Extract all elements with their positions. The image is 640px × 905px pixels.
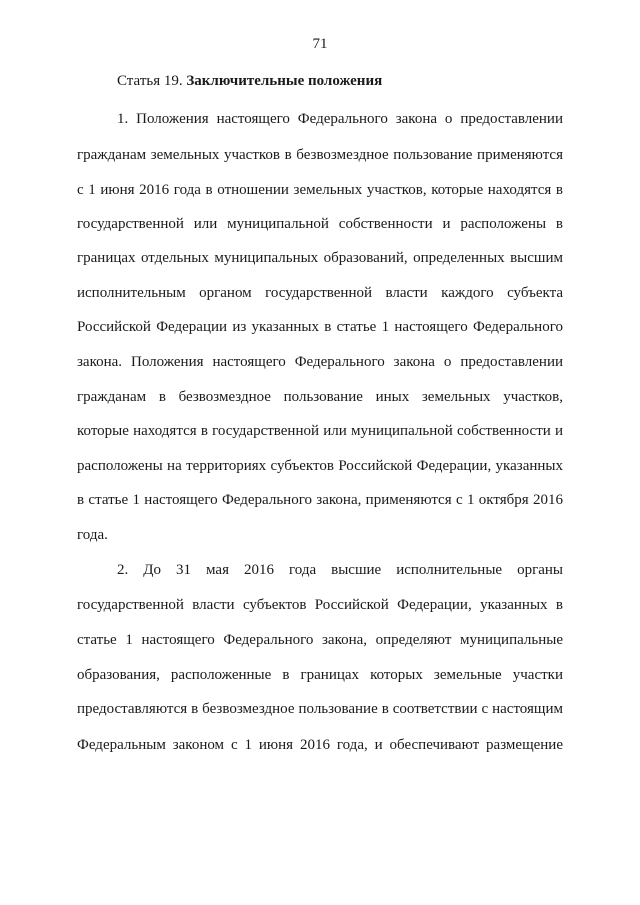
article-title: Заключительные положения bbox=[186, 73, 383, 89]
paragraph-1-line: гражданам в безвозмездное пользование иных земельных участков, bbox=[77, 389, 563, 405]
paragraph-2-line: статье 1 настоящего Федерального закона, определяют муниципальные bbox=[77, 632, 563, 648]
paragraph-2-line: Федеральным законом с 1 июня 2016 года, и обеспечивают размещение bbox=[77, 737, 563, 753]
paragraph-2-line: государственной власти субъектов Российской Федерации, указанных в bbox=[77, 597, 563, 613]
page-number: 71 bbox=[312, 36, 328, 52]
paragraph-1-line: в статье 1 настоящего Федерального закона, применяются с 1 октября 2016 bbox=[77, 492, 563, 508]
paragraph-1-line: 1. Положения настоящего Федерального закона о предоставлении bbox=[117, 111, 563, 127]
paragraph-1-line: года. bbox=[77, 527, 108, 543]
paragraph-1-line: которые находятся в государственной или муниципальной собственности и bbox=[77, 423, 563, 439]
paragraph-1-line: расположены на территориях субъектов Российской Федерации, указанных bbox=[77, 458, 563, 474]
article-heading bbox=[117, 73, 382, 90]
paragraph-1-line: границах отдельных муниципальных образований, определенных высшим bbox=[77, 250, 563, 266]
paragraph-2-line: предоставляются в безвозмездное пользование в соответствии с настоящим bbox=[77, 701, 563, 717]
paragraph-1-line: государственной или муниципальной собственности и расположены в bbox=[77, 216, 563, 232]
paragraph-1-line: с 1 июня 2016 года в отношении земельных участков, которые находятся в bbox=[77, 182, 563, 198]
paragraph-1-line: закона. Положения настоящего Федерального закона о предоставлении bbox=[77, 354, 563, 370]
paragraph-2-line: 2. До 31 мая 2016 года высшие исполнительные органы bbox=[117, 562, 563, 578]
paragraph-1-line: исполнительным органом государственной власти каждого субъекта bbox=[77, 285, 563, 301]
paragraph-2-line: образования, расположенные в границах которых земельные участки bbox=[77, 667, 563, 683]
article-prefix: Статья 19. bbox=[117, 73, 183, 89]
paragraph-1-line: гражданам земельных участков в безвозмездное пользование применяются bbox=[77, 147, 563, 163]
paragraph-1-line: Российской Федерации из указанных в статье 1 настоящего Федерального bbox=[77, 319, 563, 335]
